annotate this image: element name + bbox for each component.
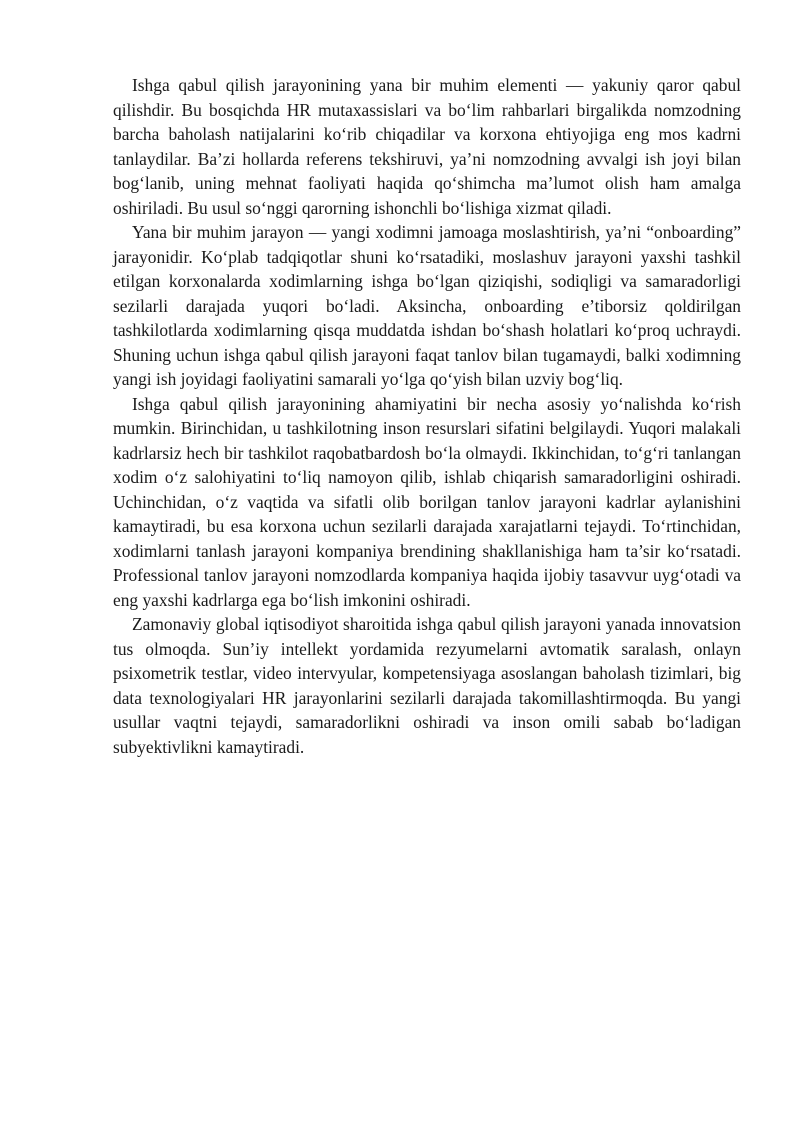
paragraph-final-decision: Ishga qabul qilish jarayonining yana bir muhim elementi — yakuniy qaror qabul qilishdir. Bu bosqichda HR mutaxassislari va bo‘lim rahbarlari birgalikda nomzodning barcha baholash natijalarini ko‘rib chiqadilar va korxona ehtiyojiga eng mos kadrni tanlaydilar. Ba’zi hollarda referens tekshiruvi, ya’ni nomzodning avvalgi ish joyi bilan bog‘lanib, uning mehnat faoliyati haqida qo‘shimcha ma’lumot olish ham amalga oshiriladi. Bu usul so‘nggi qarorning ishonchli bo‘lishiga xizmat qiladi.: [113, 75, 741, 218]
paragraph-importance: Ishga qabul qilish jarayonining ahamiyatini bir necha asosiy yo‘nalishda ko‘rish mumkin. Birinchidan, u tashkilotning inson resurslari sifatini belgilaydi. Yuqori malakali kadrlarsiz hech bir tashkilot raqobatbardosh bo‘la olmaydi. Ikkinchidan, to‘g‘ri tanlangan xodim o‘z salohiyatini to‘liq namoyon qilib, ishlab chiqarish samaradorligini oshiradi. Uchinchidan, o‘z vaqtida va sifatli olib borilgan tanlov jarayoni kadrlar aylanishini kamaytiradi, bu esa korxona uchun sezilarli darajada xarajatlarni tejaydi. To‘rtinchidan, xodimlarni tanlash jarayoni kompaniya brendining shakllanishiga ham ta’sir ko‘rsatadi. Professional tanlov jarayoni nomzodlarda kompaniya haqida ijobiy tasavvur uyg‘otadi va eng yaxshi kadrlarga ega bo‘lish imkonini oshiradi.: [113, 393, 741, 610]
document-body: [113, 73, 741, 759]
paragraph-onboarding: Yana bir muhim jarayon — yangi xodimni jamoaga moslashtirish, ya’ni “onboarding” jarayonidir. Ko‘plab tadqiqotlar shuni ko‘rsatadiki, moslashuv jarayoni yaxshi tashkil etilgan korxonalarda xodimlarning ishga bo‘lgan qiziqishi, sodiqligi va samaradorligi sezilarli darajada yuqori bo‘ladi. Aksincha, onboarding e’tiborsiz qoldirilgan tashkilotlarda xodimlarning qisqa muddatda ishdan bo‘shash holatlari ko‘proq uchraydi. Shuning uchun ishga qabul qilish jarayoni faqat tanlov bilan tugamaydi, balki xodimning yangi ish joyidagi faoliyatini samarali yo‘lga qo‘yish bilan uzviy bog‘liq.: [113, 222, 741, 389]
paragraph-innovation: Zamonaviy global iqtisodiyot sharoitida ishga qabul qilish jarayoni yanada innovatsion tus olmoqda. Sun’iy intellekt yordamida rezyumelarni avtomatik saralash, onlayn psixometrik testlar, video intervyular, kompetensiyaga asoslangan baholash tizimlari, big data texnologiyalari HR jarayonlarini sezilarli darajada takomillashtirmoqda. Bu yangi usullar vaqtni tejaydi, samaradorlikni oshiradi va inson omili sabab bo‘ladigan subyektivlikni kamaytiradi.: [113, 614, 741, 757]
